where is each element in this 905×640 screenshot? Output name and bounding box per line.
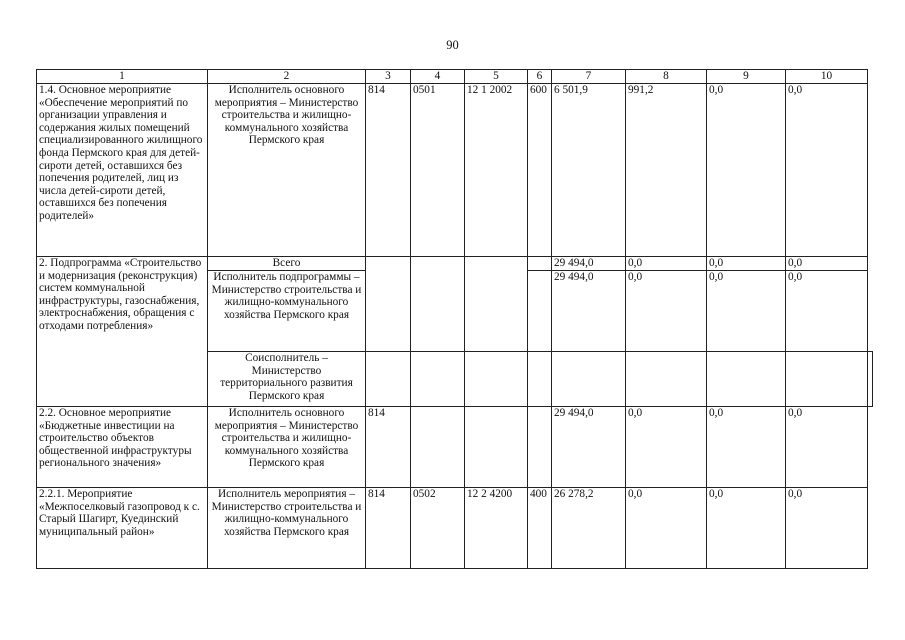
value-cell: 0,0 bbox=[786, 407, 868, 488]
column-header: 6 bbox=[528, 70, 552, 84]
value-cell: 0,0 bbox=[626, 271, 707, 352]
value-cell: 0,0 bbox=[786, 257, 868, 271]
column-header: 9 bbox=[707, 70, 786, 84]
column-header: 3 bbox=[366, 70, 411, 84]
admin-code-cell: 814 bbox=[366, 84, 411, 257]
value-cell: 6 501,9 bbox=[552, 84, 626, 257]
value-cell: 29 494,0 bbox=[552, 271, 626, 352]
value-cell: 991,2 bbox=[626, 84, 707, 257]
value-cell: 0,0 bbox=[626, 488, 707, 569]
target-code-cell: 12 2 4200 bbox=[465, 488, 528, 569]
column-header: 5 bbox=[465, 70, 528, 84]
executor-cell: Исполнитель основного мероприятия – Министерство строительства и жилищно-коммунального хозяйства Пермского края bbox=[208, 407, 366, 488]
executor-cell: Исполнитель подпрограммы – Министерство строительства и жилищно-коммунального хозяйства Пермского края bbox=[208, 271, 366, 352]
table-row bbox=[37, 84, 873, 257]
page-number: 90 bbox=[446, 38, 459, 52]
value-cell: 0,0 bbox=[626, 407, 707, 488]
activity-name-cell: 2.2.1. Мероприятие «Межпоселковый газопровод к с. Старый Шагирт, Куединский муниципальный район» bbox=[37, 488, 208, 569]
column-header: 7 bbox=[552, 70, 626, 84]
executor-cell: Исполнитель мероприятия – Министерство строительства и жилищно-коммунального хозяйства Пермского края bbox=[208, 488, 366, 569]
value-cell: 0,0 bbox=[786, 488, 868, 569]
value-cell: 0,0 bbox=[786, 84, 868, 257]
column-header: 8 bbox=[626, 70, 707, 84]
admin-code-cell: 814 bbox=[366, 488, 411, 569]
table-row bbox=[37, 407, 873, 488]
value-cell: 0,0 bbox=[707, 488, 786, 569]
table-row bbox=[37, 257, 873, 271]
value-cell: 29 494,0 bbox=[552, 407, 626, 488]
value-cell: 0,0 bbox=[707, 84, 786, 257]
column-header: 1 bbox=[37, 70, 208, 84]
value-cell: 0,0 bbox=[707, 271, 786, 352]
value-cell: 0,0 bbox=[707, 407, 786, 488]
column-header: 2 bbox=[208, 70, 366, 84]
table-header-row bbox=[37, 70, 873, 84]
admin-code-cell: 814 bbox=[366, 407, 411, 488]
value-cell: 29 494,0 bbox=[552, 257, 626, 271]
expense-type-cell: 400 bbox=[528, 488, 552, 569]
coexecutor-cell: Соисполнитель – Министерство территориального развития Пермского края bbox=[208, 352, 366, 407]
total-label-cell: Всего bbox=[208, 257, 366, 271]
column-header: 10 bbox=[786, 70, 868, 84]
value-cell: 0,0 bbox=[707, 257, 786, 271]
value-cell: 26 278,2 bbox=[552, 488, 626, 569]
subprogram-name-cell: 2. Подпрограмма «Строительство и модернизация (реконструкция) систем коммунальной инфраструктуры, газоснабжения, электроснабжения, обращения с отходами потребления» bbox=[37, 257, 208, 407]
executor-cell: Исполнитель основного мероприятия – Министерство строительства и жилищно-коммунального хозяйства Пермского края bbox=[208, 84, 366, 257]
table-row bbox=[37, 488, 873, 569]
section-code-cell: 0501 bbox=[411, 84, 465, 257]
activity-name-cell: 1.4. Основное мероприятие «Обеспечение мероприятий по организации управления и содержания жилых помещений специализированного жилищного фонда Пермского края для детей-сироти детей, оставшихся без попечения родителей, лиц из числа детей-сироти детей, оставшихся без попечения родителей» bbox=[37, 84, 208, 257]
target-code-cell: 12 1 2002 bbox=[465, 84, 528, 257]
column-header: 4 bbox=[411, 70, 465, 84]
value-cell: 0,0 bbox=[626, 257, 707, 271]
value-cell: 0,0 bbox=[786, 271, 868, 352]
budget-table bbox=[36, 69, 873, 569]
activity-name-cell: 2.2. Основное мероприятие «Бюджетные инвестиции на строительство объектов общественной инфраструктуры регионального значения» bbox=[37, 407, 208, 488]
expense-type-cell: 600 bbox=[528, 84, 552, 257]
section-code-cell: 0502 bbox=[411, 488, 465, 569]
